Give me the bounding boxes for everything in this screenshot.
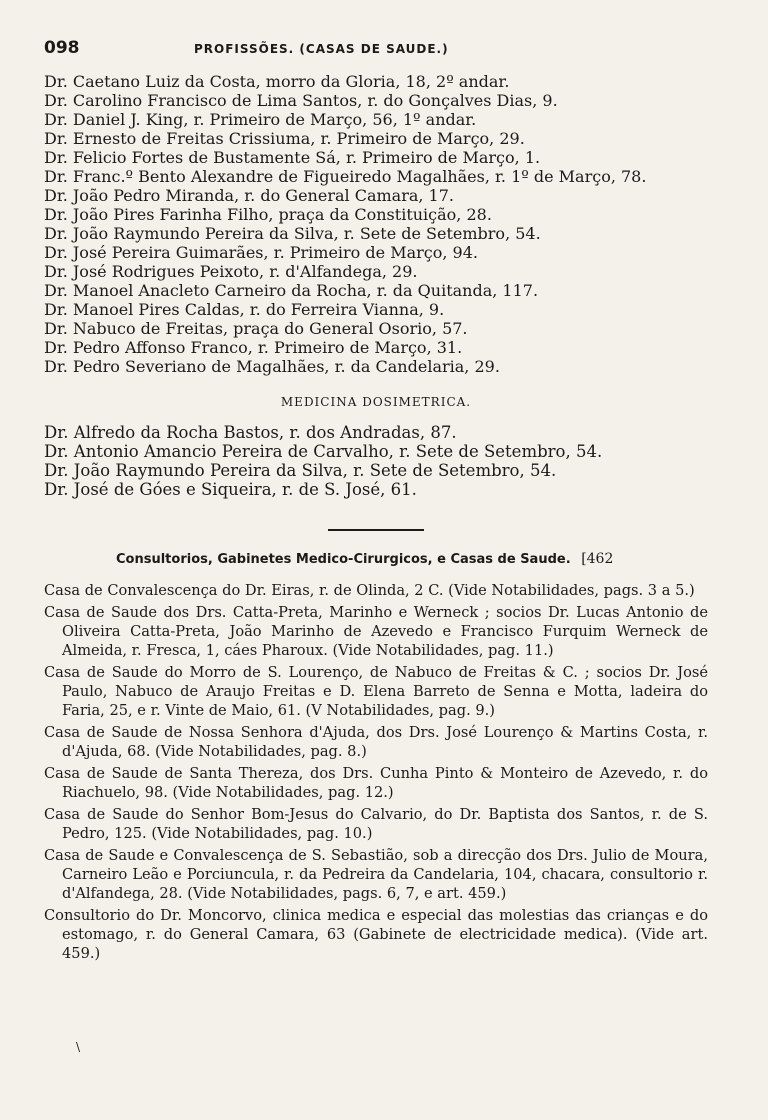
list-item: Dr. Alfredo da Rocha Bastos, r. dos Andradas, 87. — [44, 423, 457, 442]
list-item: Casa de Saude de Nossa Senhora d'Ajuda, dos Drs. José Lourenço & Martins Costa, r. d'Ajuda, 68. (Vide Notabilidades, pag. 8.) — [44, 724, 708, 760]
margin-mark: \ — [76, 1040, 81, 1054]
list-item: Dr. João Raymundo Pereira da Silva, r. Sete de Setembro, 54. — [44, 461, 557, 480]
list-item: Dr. Caetano Luiz da Costa, morro da Gloria, 18, 2º andar. — [44, 72, 510, 91]
list-item: Dr. José Rodrigues Peixoto, r. d'Alfandega, 29. — [44, 262, 418, 281]
list-item: Dr. João Raymundo Pereira da Silva, r. Sete de Setembro, 54. — [44, 224, 541, 243]
list-item: Casa de Saude do Senhor Bom-Jesus do Calvario, do Dr. Baptista dos Santos, r. de S. Pedro, 125. (Vide Notabilidades, pag. 10.) — [44, 806, 708, 842]
clinics-heading-ref: [462 — [581, 551, 614, 567]
list-item: Dr. José Pereira Guimarães, r. Primeiro de Março, 94. — [44, 243, 478, 262]
list-item: Dr. João Pedro Miranda, r. do General Camara, 17. — [44, 186, 454, 205]
list-item: Casa de Saude do Morro de S. Lourenço, de Nabuco de Freitas & C. ; socios Dr. José Paulo, Nabuco de Araujo Freitas e D. Elena Barreto de Senna e Motta, ladeira do Faria, 25, e r. Vinte de Maio, 61. (V Notabilidades, pag. 9.) — [44, 664, 708, 719]
list-item: Dr. Manoel Pires Caldas, r. do Ferreira Vianna, 9. — [44, 300, 445, 319]
section-heading-clinics — [116, 551, 708, 567]
list-item: Dr. Pedro Severiano de Magalhães, r. da Candelaria, 29. — [44, 357, 500, 376]
physician-list — [44, 72, 708, 376]
list-item: Dr. Antonio Amancio Pereira de Carvalho, r. Sete de Setembro, 54. — [44, 442, 603, 461]
list-item: Dr. Franc.º Bento Alexandre de Figueiredo Magalhães, r. 1º de Março, 78. — [44, 167, 647, 186]
page-header — [44, 38, 708, 72]
list-item: Dr. Nabuco de Freitas, praça do General Osorio, 57. — [44, 319, 468, 338]
clinics-heading-text: Consultorios, Gabinetes Medico-Cirurgicos, e Casas de Saude. — [116, 552, 571, 567]
list-item: Dr. Daniel J. King, r. Primeiro de Março, 56, 1º andar. — [44, 110, 477, 129]
list-item: Dr. Manoel Anacleto Carneiro da Rocha, r. da Quitanda, 117. — [44, 281, 539, 300]
list-item: Dr. Felicio Fortes de Bustamente Sá, r. Primeiro de Março, 1. — [44, 148, 541, 167]
list-item: Dr. João Pires Farinha Filho, praça da Constituição, 28. — [44, 205, 492, 224]
section-divider — [328, 529, 424, 531]
list-item: Consultorio do Dr. Moncorvo, clinica medica e especial das molestias das crianças e do estomago, r. do General Camara, 63 (Gabinete de electricidade medica). (Vide art. 459.) — [44, 907, 708, 962]
list-item: Dr. Carolino Francisco de Lima Santos, r. do Gonçalves Dias, 9. — [44, 91, 558, 110]
page-number: 098 — [44, 38, 80, 58]
list-item: Casa de Convalescença do Dr. Eiras, r. de Olinda, 2 C. (Vide Notabilidades, pags. 3 a 5.) — [44, 582, 695, 599]
running-title: PROFISSÕES. (CASAS DE SAUDE.) — [194, 42, 449, 56]
list-item: Casa de Saude e Convalescença de S. Sebastião, sob a direcção dos Drs. Julio de Moura, Carneiro Leão e Porciuncula, r. da Pedreira da Candelaria, 104, chacara, consultorio r. d'Alfandega, 28. (Vide Notabilidades, pags. 6, 7, e art. 459.) — [44, 847, 708, 902]
section-heading-dosimetric: MEDICINA DOSIMETRICA. — [280, 395, 472, 409]
dosimetric-list — [44, 423, 708, 499]
list-item: Dr. José de Góes e Siqueira, r. de S. José, 61. — [44, 480, 417, 499]
list-item: Dr. Pedro Affonso Franco, r. Primeiro de Março, 31. — [44, 338, 463, 357]
list-item: Casa de Saude de Santa Thereza, dos Drs. Cunha Pinto & Monteiro de Azevedo, r. do Riachuelo, 98. (Vide Notabilidades, pag. 12.) — [44, 765, 708, 801]
list-item: Casa de Saude dos Drs. Catta-Preta, Marinho e Werneck ; socios Dr. Lucas Antonio de Oliveira Catta-Preta, João Marinho de Azevedo e Francisco Furquim Werneck de Almeida, r. Fresca, 1, cáes Pharoux. (Vide Notabilidades, pag. 11.) — [44, 604, 708, 659]
clinic-list — [44, 581, 708, 963]
list-item: Dr. Ernesto de Freitas Crissiuma, r. Primeiro de Março, 29. — [44, 129, 525, 148]
